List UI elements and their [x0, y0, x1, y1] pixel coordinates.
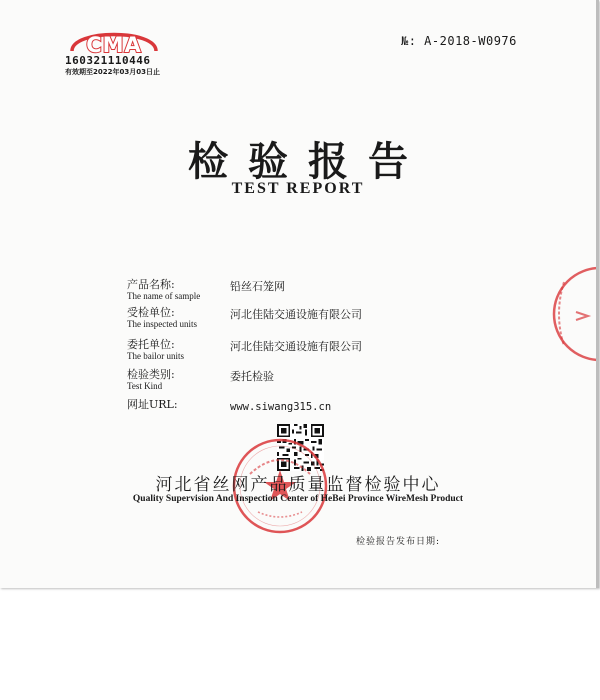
report-number: №: A-2018-W0976	[401, 34, 517, 48]
report-title-cn: 检验报告	[188, 138, 428, 185]
field-sample-name	[127, 278, 200, 302]
field-label-cn: 产品名称:	[127, 278, 175, 291]
field-inspected-unit	[127, 306, 197, 330]
field-label-cn: 受检单位:	[127, 306, 175, 319]
cert-code: 160321110446	[65, 54, 151, 67]
cert-valid-until: 有效期至2022年03月03日止	[65, 68, 160, 76]
institution-name-en: Quality Supervision And Inspection Center of HeBei Province WireMesh Product	[132, 494, 464, 504]
field-value-bailor-unit: 河北佳陆交通设施有限公司	[230, 340, 362, 353]
field-value-test-kind: 委托检验	[230, 370, 274, 383]
cma-logo	[66, 21, 162, 57]
cma-logo-text: CMA	[86, 33, 142, 57]
field-label-en: The bailor units	[127, 351, 184, 361]
field-url	[127, 398, 178, 411]
field-label-cn: 检验类别:	[127, 368, 175, 381]
field-label-en: The inspected units	[127, 319, 197, 329]
partial-seal-icon	[548, 262, 596, 366]
issue-date-label: 检验报告发布日期:	[356, 537, 441, 547]
report-title-en: TEST REPORT	[231, 180, 365, 197]
field-bailor-unit	[127, 338, 184, 362]
field-test-kind	[127, 368, 175, 392]
institution-name-cn: 河北省丝网产品质量监督检验中心	[155, 475, 441, 495]
field-value-inspected-unit: 河北佳陆交通设施有限公司	[230, 308, 362, 321]
field-label-en: Test Kind	[127, 381, 163, 391]
field-label-cn: 网址URL:	[127, 398, 178, 411]
field-value-url[interactable]: www.siwang315.cn	[230, 401, 332, 413]
field-value-sample-name: 铅丝石笼网	[230, 280, 285, 293]
field-label-en: The name of sample	[127, 291, 201, 301]
field-label-cn: 委托单位:	[127, 338, 175, 351]
